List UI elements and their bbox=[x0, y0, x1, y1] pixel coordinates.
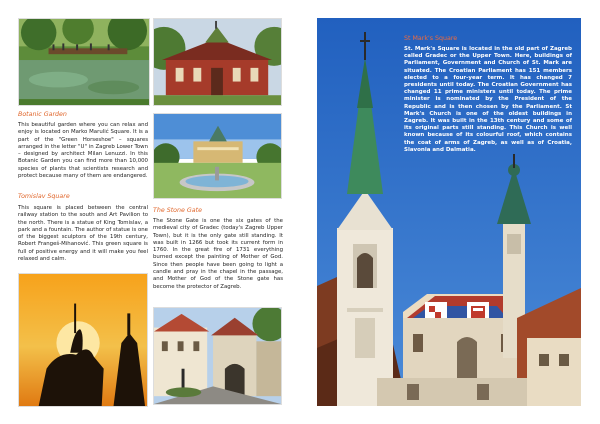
botanic-garden-text: This beautiful garden where you can relax and enjoy is located on Marko Marulić Square. It is a part of the "Green Horseshoe" – squares arranged in the letter "U" in Zagreb Lower Town – designed by architect Milan Lenuzzi. In this Botanic Garden you can find more than 10,000 species of plants that scientists research and protect because many of them are endangered. bbox=[18, 122, 148, 180]
photo-art-pavilion-fountain bbox=[153, 113, 282, 199]
stone-gate-text: The Stone Gate is one the six gates of the medieval city of Gradec (today's Zagreb Upper Town), but it is the only gate still standing. It was built in 1266 but took its current form in 1760. In the great fire of 1731 everything burned except the painting of Mother of God. Since then people have been going to light a candle and pray in the chapel in the passage, and Mother of God of the Stone gate has become the protector of Zagreb. bbox=[153, 218, 283, 290]
photo-stone-gate-street bbox=[153, 307, 282, 405]
botanic-garden-title: Botanic Garden bbox=[18, 111, 67, 118]
photo-tomislav-statue-sunset bbox=[18, 273, 148, 407]
st-marks-square-title: St Mark's Square bbox=[404, 35, 458, 42]
photo-garden-pond bbox=[18, 18, 150, 106]
photo-botanic-pavilion bbox=[153, 18, 282, 106]
st-marks-square-text: St. Mark's Square is located in the old part of Zagreb called Gradec or the Upper Town. Here, buildings of Parliament, Government and Church of St. Mark are situated. The Croatian Parliament has 151 members elected to a four-year term. It has changed 7 presidents until today. The Croatian Government has changed 11 prime ministers until today. The prime minister is nominated by the President of the Republic and is then chosen by the Parliament. St Mark's Church is one of the oldest buildings in Zagreb. It was built in the 13th century and some of its original parts still standing. This Church is well known because of its colourful roof, which contains the coat of arms of Zagreb, as well as of Croatia, Slavonia and Dalmatia. bbox=[404, 46, 572, 153]
tomislav-square-title: Tomislav Square bbox=[18, 193, 70, 200]
tomislav-square-text: This square is placed between the central railway station to the south and Art Pavilion to the north. There is a statue of King Tomislav, a park and a fountain. The author of statue is one of the biggest sculptors of the 19th century, Robert Frangeš-Mihanović. This green square is full of positive energy and it will make you feel relaxed and calm. bbox=[18, 205, 148, 263]
stone-gate-title: The Stone Gate bbox=[153, 207, 202, 214]
